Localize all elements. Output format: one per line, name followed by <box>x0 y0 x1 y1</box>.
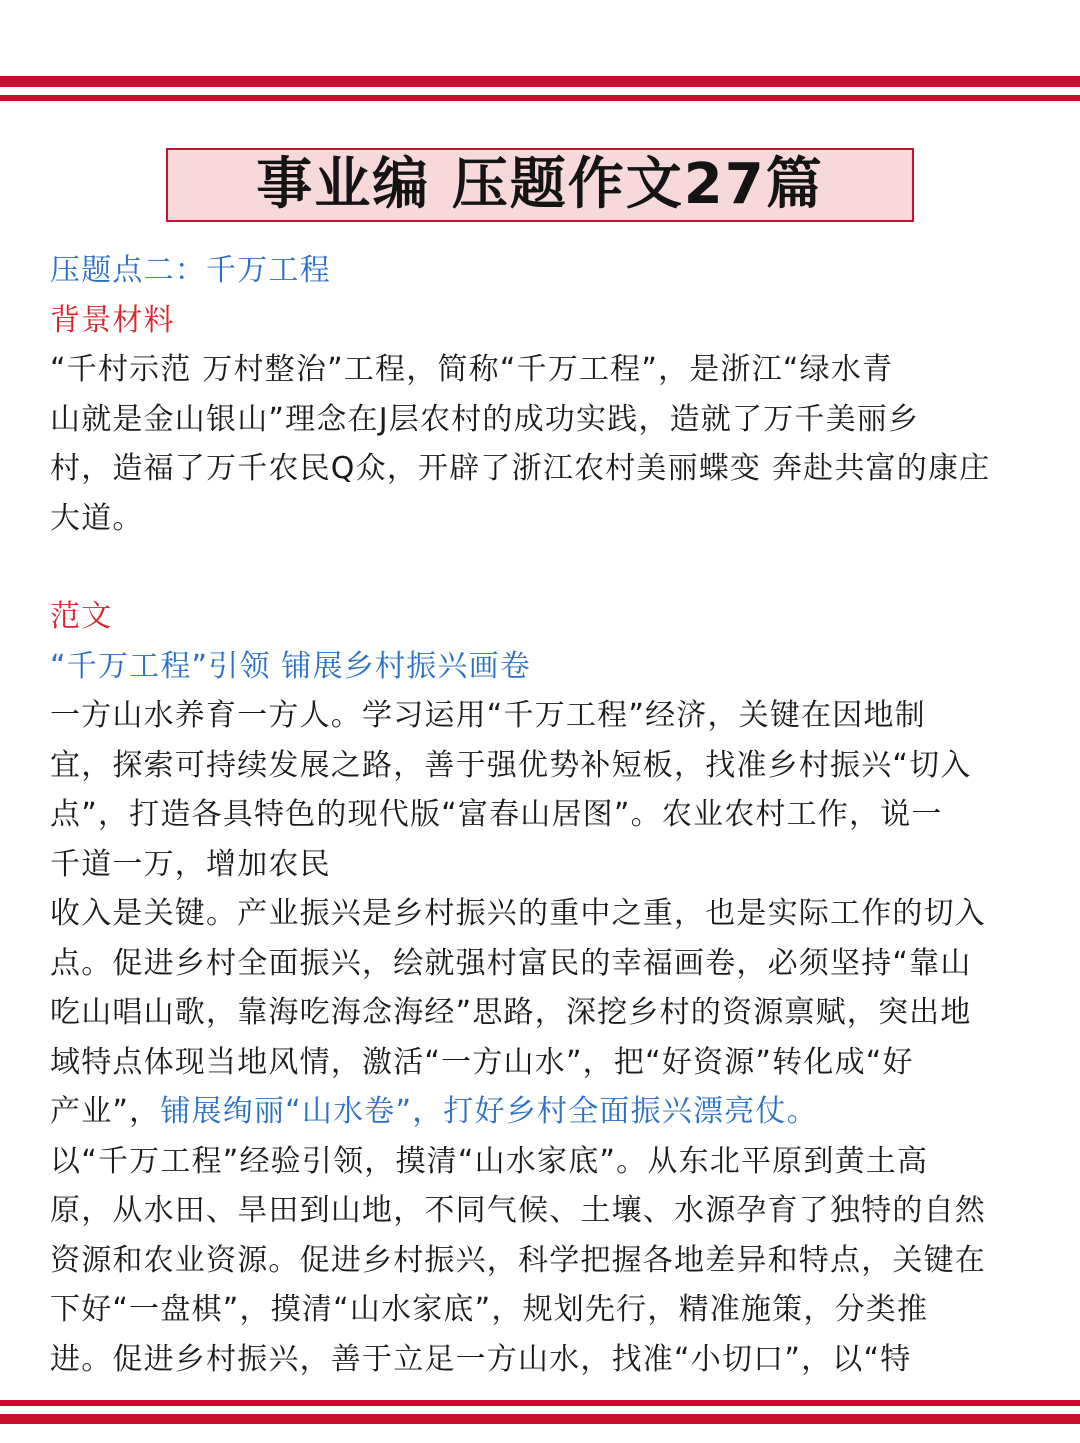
background-line: 山就是金山银山”理念在J层农村的成功实践，造就了万千美丽乡 <box>50 401 920 437</box>
paragraph-spacer <box>50 543 1032 592</box>
bottom-stripe-thick <box>0 1414 1080 1424</box>
essay-line: 下好“一盘棋”，摸清“山水家底”，规划先行，精准施策，分类推 <box>50 1292 929 1327</box>
essay-line: 吃山唱山歌，靠海吃海念海经”思路，深挖乡村的资源禀赋，突出地 <box>50 995 972 1030</box>
essay-line: 收入是关键。产业振兴是乡村振兴的重中之重，也是实际工作的切入 <box>50 896 986 931</box>
essay-line: 进。促进乡村振兴，善于立足一方山水，找准“小切口”，以“特 <box>50 1341 912 1377</box>
essay-line: 一方山水养育一方人。学习运用“千万工程”经济，关键在因地制 <box>50 698 926 733</box>
background-line: 大道。 <box>50 500 144 536</box>
essay-line: 资源和农业资源。促进乡村振兴，科学把握各地差异和特点，关键在 <box>50 1242 986 1278</box>
essay-line: 千道一万，增加农民 <box>50 846 331 882</box>
essay-line: 点”，打造各具特色的现代版“富春山居图”。农业农村工作，说一 <box>50 797 943 832</box>
essay-line: 以“千万工程”经验引领，摸清“山水家底”。从东北平原到黄土高 <box>50 1143 929 1179</box>
title-banner <box>166 148 914 222</box>
page-title: 事业编 压题作文27篇 <box>256 152 824 217</box>
essay-line: 点。促进乡村全面振兴，绘就强村富民的幸福画卷，必须坚持“靠山 <box>50 945 972 981</box>
bottom-stripe-thin <box>0 1400 1080 1406</box>
essay-paragraph <box>50 691 1032 1384</box>
background-paragraph <box>50 345 1032 543</box>
background-line: “千村示范 万村整治”工程，简称“千万工程”，是浙江“绿水青 <box>50 352 894 387</box>
top-stripe-thin <box>0 95 1080 101</box>
essay-line-plain: 产业”， <box>50 1094 161 1129</box>
essay-title: “千万工程”引领 铺展乡村振兴画卷 <box>50 648 532 684</box>
essay-mixed-line <box>50 1087 1032 1137</box>
background-label: 背景材料 <box>50 302 175 338</box>
top-stripe-thick <box>0 76 1080 87</box>
essay-label: 范文 <box>50 599 113 634</box>
essay-line: 宜，探索可持续发展之路，善于强优势补短板，找准乡村振兴“切入 <box>50 747 972 783</box>
essay-line: 原，从水田、旱田到山地，不同气候、土壤、水源孕育了独特的自然 <box>50 1193 986 1228</box>
background-line: 村，造福了万千农民Q众，开辟了浙江农村美丽蝶变 奔赴共富的康庄 <box>50 451 991 486</box>
article-body <box>50 246 1032 1384</box>
essay-line: 域特点体现当地风情，激活“一方山水”，把“好资源”转化成“好 <box>50 1044 914 1080</box>
section-heading: 压题点二：千万工程 <box>50 253 331 288</box>
essay-highlight: 铺展绚丽“山水卷”，打好乡村全面振兴漂亮仗。 <box>160 1094 818 1129</box>
